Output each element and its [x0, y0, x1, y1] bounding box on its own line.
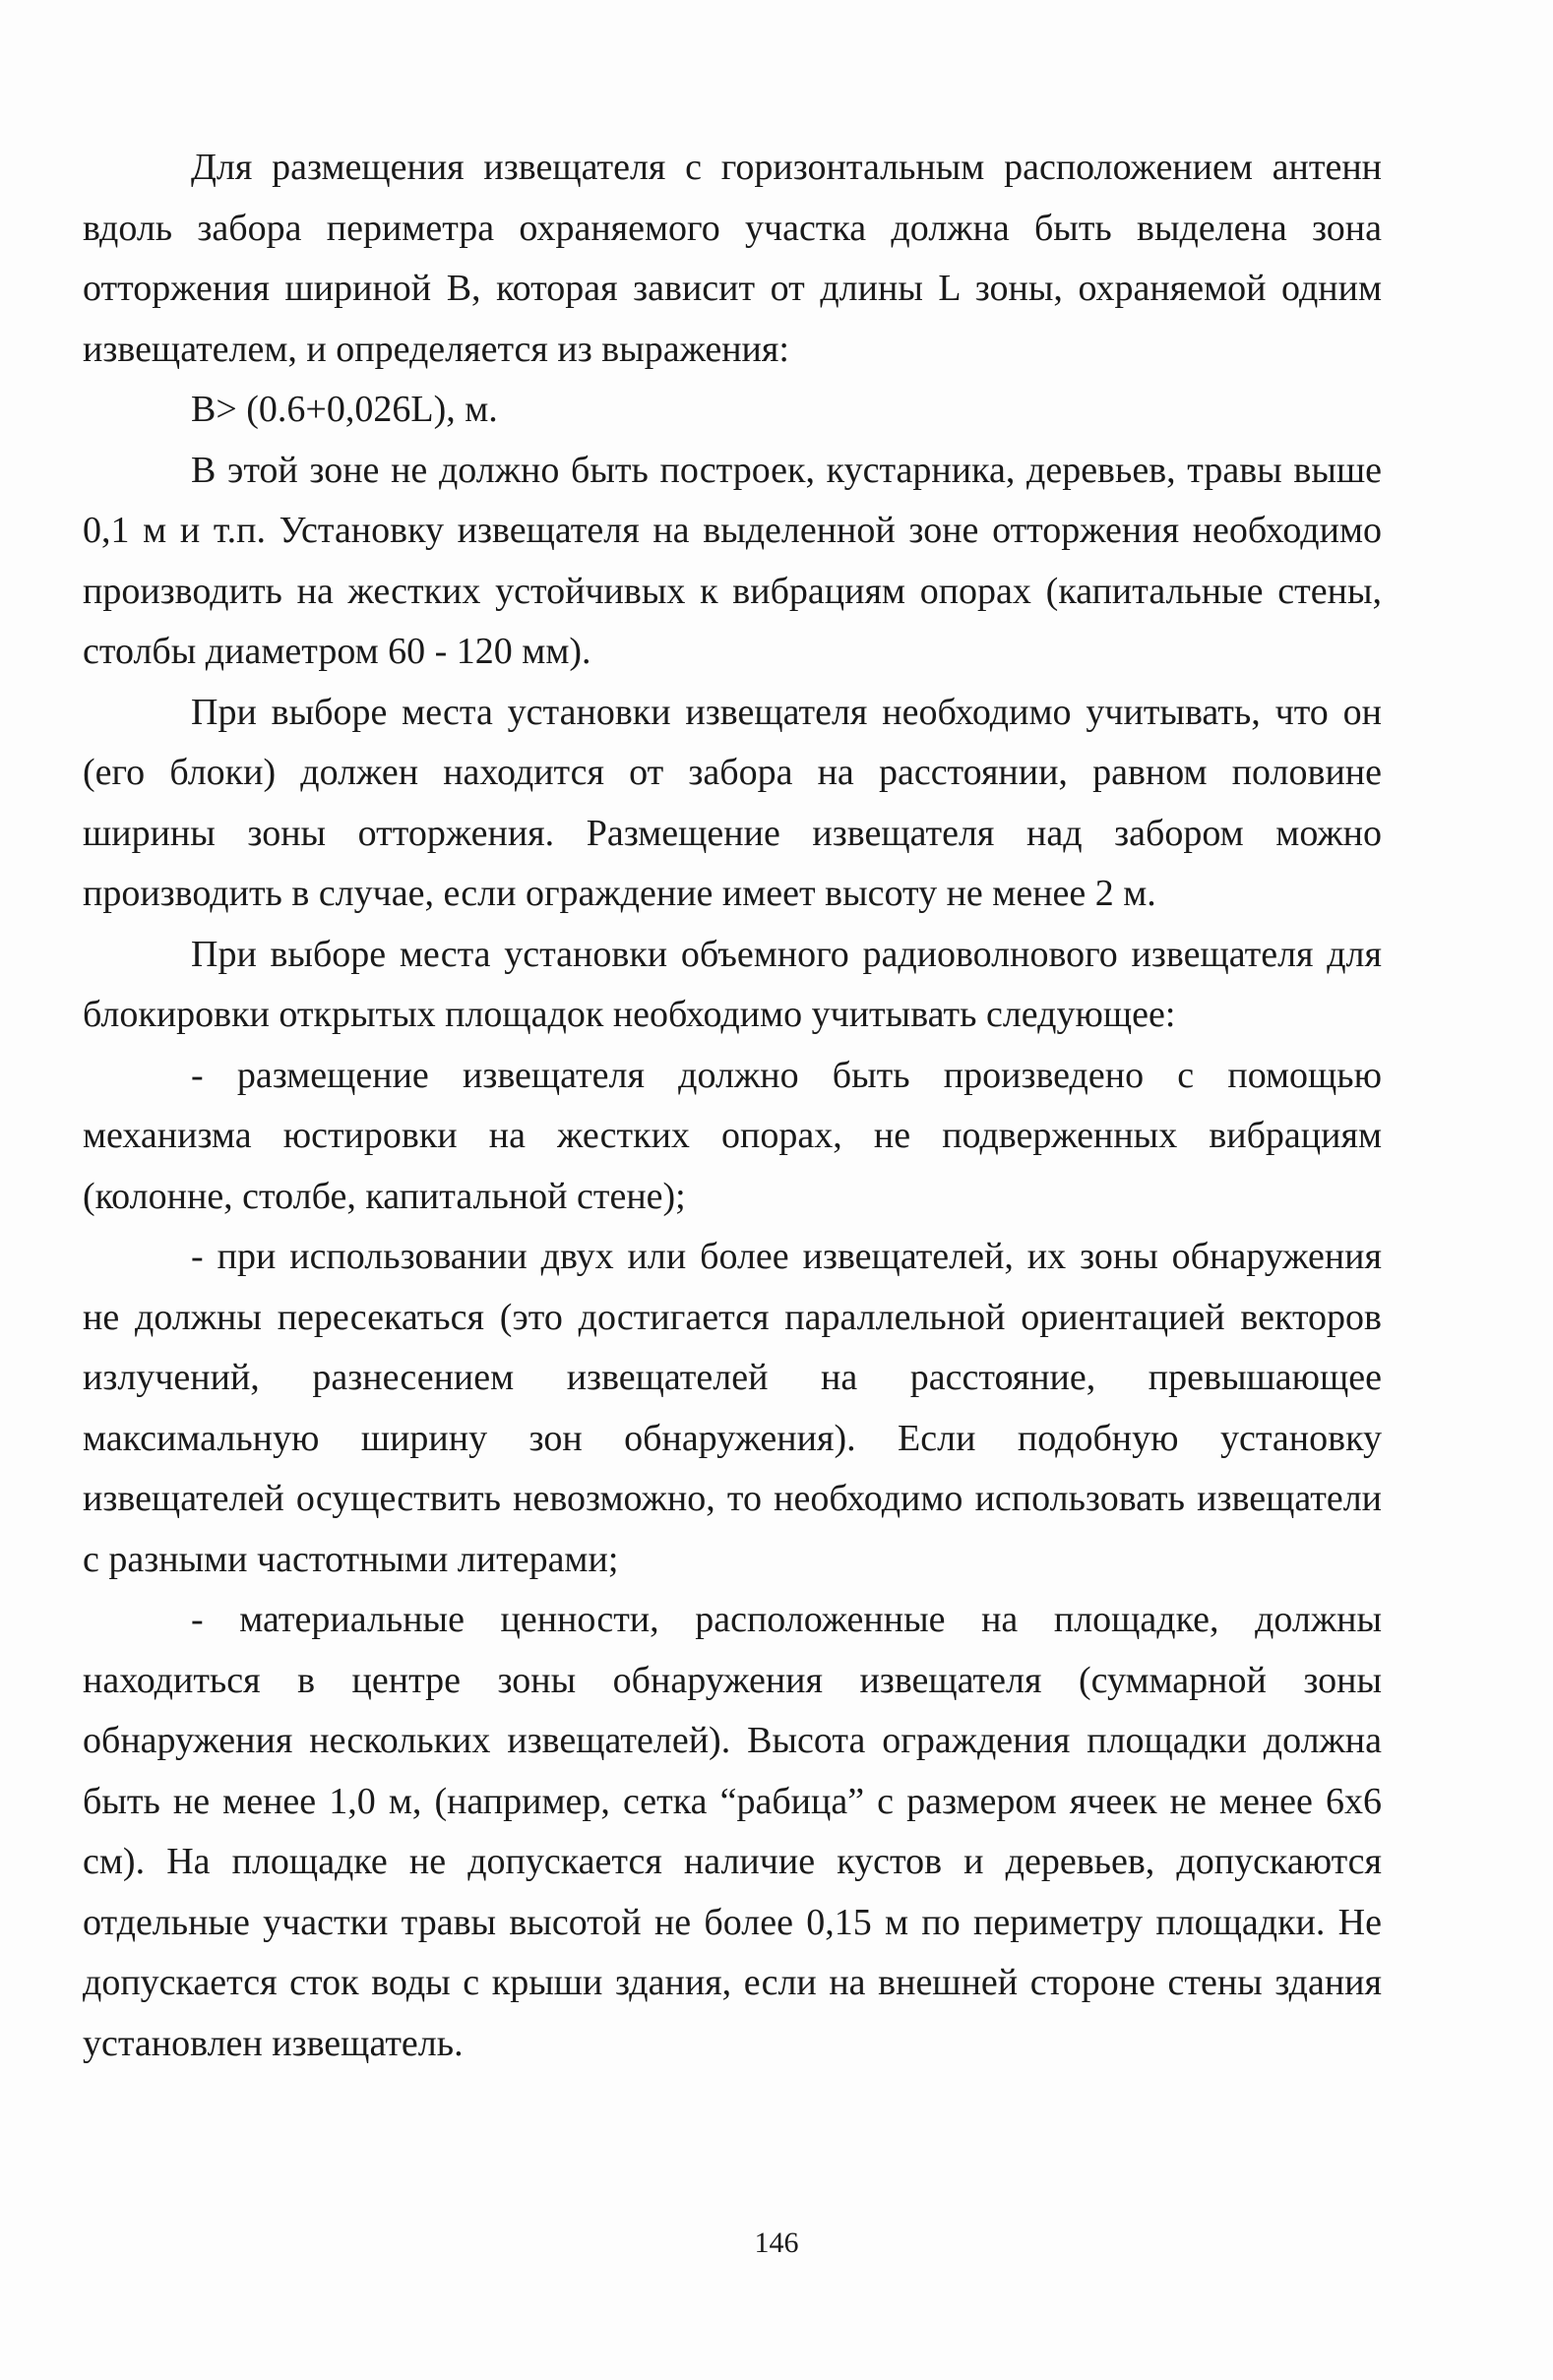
- list-item-valuables: - материальные ценности, расположенные на площадке, должны находиться в центре зоны обнаружения извещателя (суммарной зоны обнаружения нескольких извещателей). Высота ограждения площадки должна быть не менее 1,0 м, (например, сетка “рабица” с размером ячеек не менее 6х6 см). На площадке не допускается наличие кустов и деревьев, допускаются отдельные участки травы высотой не более 0,15 м по периметру площадки. Не допускается сток воды с крыши здания, если на внешней стороне стены здания установлен извещатель.: [83, 1599, 1382, 2064]
- paragraph-placement-fence: При выборе места установки извещателя необходимо учитывать, что он (его блоки) должен находится от забора на расстоянии, равном половине ширины зоны отторжения. Размещение извещателя над забором можно производить в случае, если ограждение имеет высоту не менее 2 м.: [83, 691, 1382, 914]
- paragraph-zone-restrictions: В этой зоне не должно быть построек, кустарника, деревьев, травы выше 0,1 м и т.п. Установку извещателя на выделенной зоне отторжения необходимо производить на жестких устойчивых к вибрациям опорах (капитальные стены, столбы диаметром 60 - 120 мм).: [83, 449, 1382, 672]
- page-number: 146: [754, 2227, 799, 2259]
- formula-zone-width: B> (0.6+0,026L), м.: [191, 389, 498, 430]
- body-text: [83, 138, 1382, 2074]
- paragraph-antenna-zone: Для размещения извещателя с горизонтальным расположением антенн вдоль забора периметра охраняемого участка должна быть выделена зона отторжения шириной В, которая зависит от длины L зоны, охраняемой одним извещателем, и определяется из выражения:: [83, 147, 1382, 370]
- list-item-mounting: - размещение извещателя должно быть произведено с помощью механизма юстировки на жестких опорах, не подверженных вибрациям (колонне, столбе, капитальной стене);: [83, 1054, 1382, 1217]
- list-item-multiple-detectors: - при использовании двух или более извещателей, их зоны обнаружения не должны пересекаться (это достигается параллельной ориентацией векторов излучений, разнесением извещателей на расстояние, превышающее максимальную ширину зон обнаружения). Если подобную установку извещателей осуществить невозможно, то необходимо использовать извещатели с разными частотными литерами;: [83, 1236, 1382, 1580]
- paragraph-volume-detector: При выборе места установки объемного радиоволнового извещателя для блокировки открытых площадок необходимо учитывать следующее:: [83, 933, 1382, 1035]
